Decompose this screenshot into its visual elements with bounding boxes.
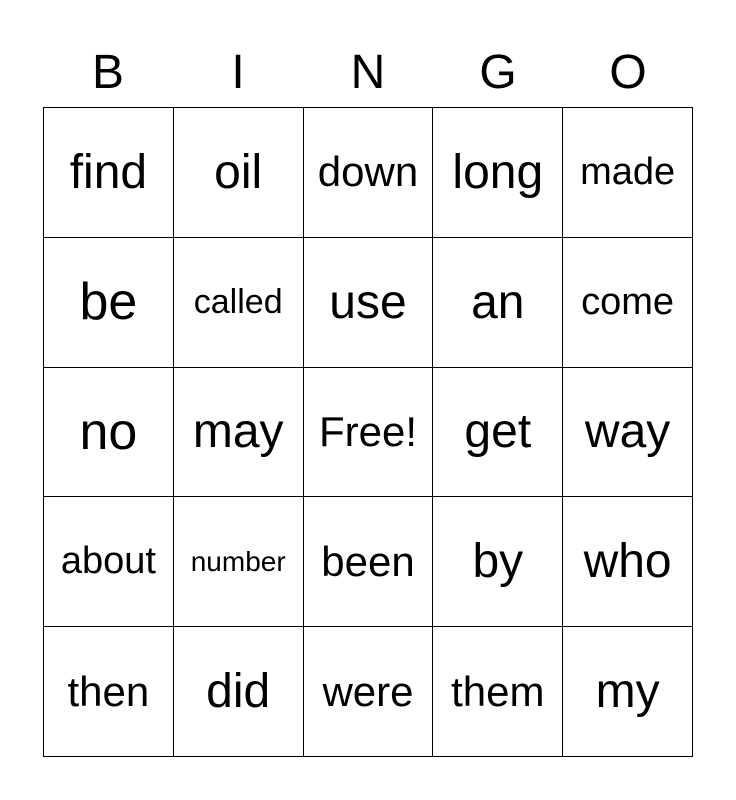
header-letter-n: N xyxy=(350,46,386,99)
bingo-cell[interactable]: number xyxy=(174,497,304,627)
bingo-cell[interactable]: oil xyxy=(174,108,304,238)
bingo-cell[interactable]: were xyxy=(304,627,434,757)
bingo-cell[interactable]: long xyxy=(433,108,563,238)
bingo-cell[interactable]: about xyxy=(44,497,174,627)
bingo-board xyxy=(43,107,693,757)
bingo-cell[interactable]: then xyxy=(44,627,174,757)
bingo-cell[interactable]: did xyxy=(174,627,304,757)
bingo-cell[interactable]: find xyxy=(44,108,174,238)
bingo-cell[interactable]: no xyxy=(44,368,174,498)
bingo-cell[interactable]: them xyxy=(433,627,563,757)
bingo-cell[interactable]: an xyxy=(433,238,563,368)
bingo-cell-free-space[interactable]: Free! xyxy=(304,368,434,498)
bingo-cell[interactable]: made xyxy=(563,108,693,238)
bingo-cell[interactable]: down xyxy=(304,108,434,238)
header-letter-i: I xyxy=(231,46,245,99)
bingo-cell[interactable]: come xyxy=(563,238,693,368)
bingo-cell[interactable]: called xyxy=(174,238,304,368)
bingo-cell[interactable]: by xyxy=(433,497,563,627)
bingo-cell[interactable]: who xyxy=(563,497,693,627)
header-letter-g: G xyxy=(479,46,517,99)
bingo-cell[interactable]: may xyxy=(174,368,304,498)
bingo-header xyxy=(43,40,693,106)
header-letter-o: O xyxy=(609,46,647,99)
bingo-cell[interactable]: my xyxy=(563,627,693,757)
bingo-cell[interactable]: use xyxy=(304,238,434,368)
bingo-cell[interactable]: be xyxy=(44,238,174,368)
bingo-cell[interactable]: way xyxy=(563,368,693,498)
header-letter-b: B xyxy=(91,46,124,99)
bingo-cell[interactable]: get xyxy=(433,368,563,498)
bingo-cell[interactable]: been xyxy=(304,497,434,627)
